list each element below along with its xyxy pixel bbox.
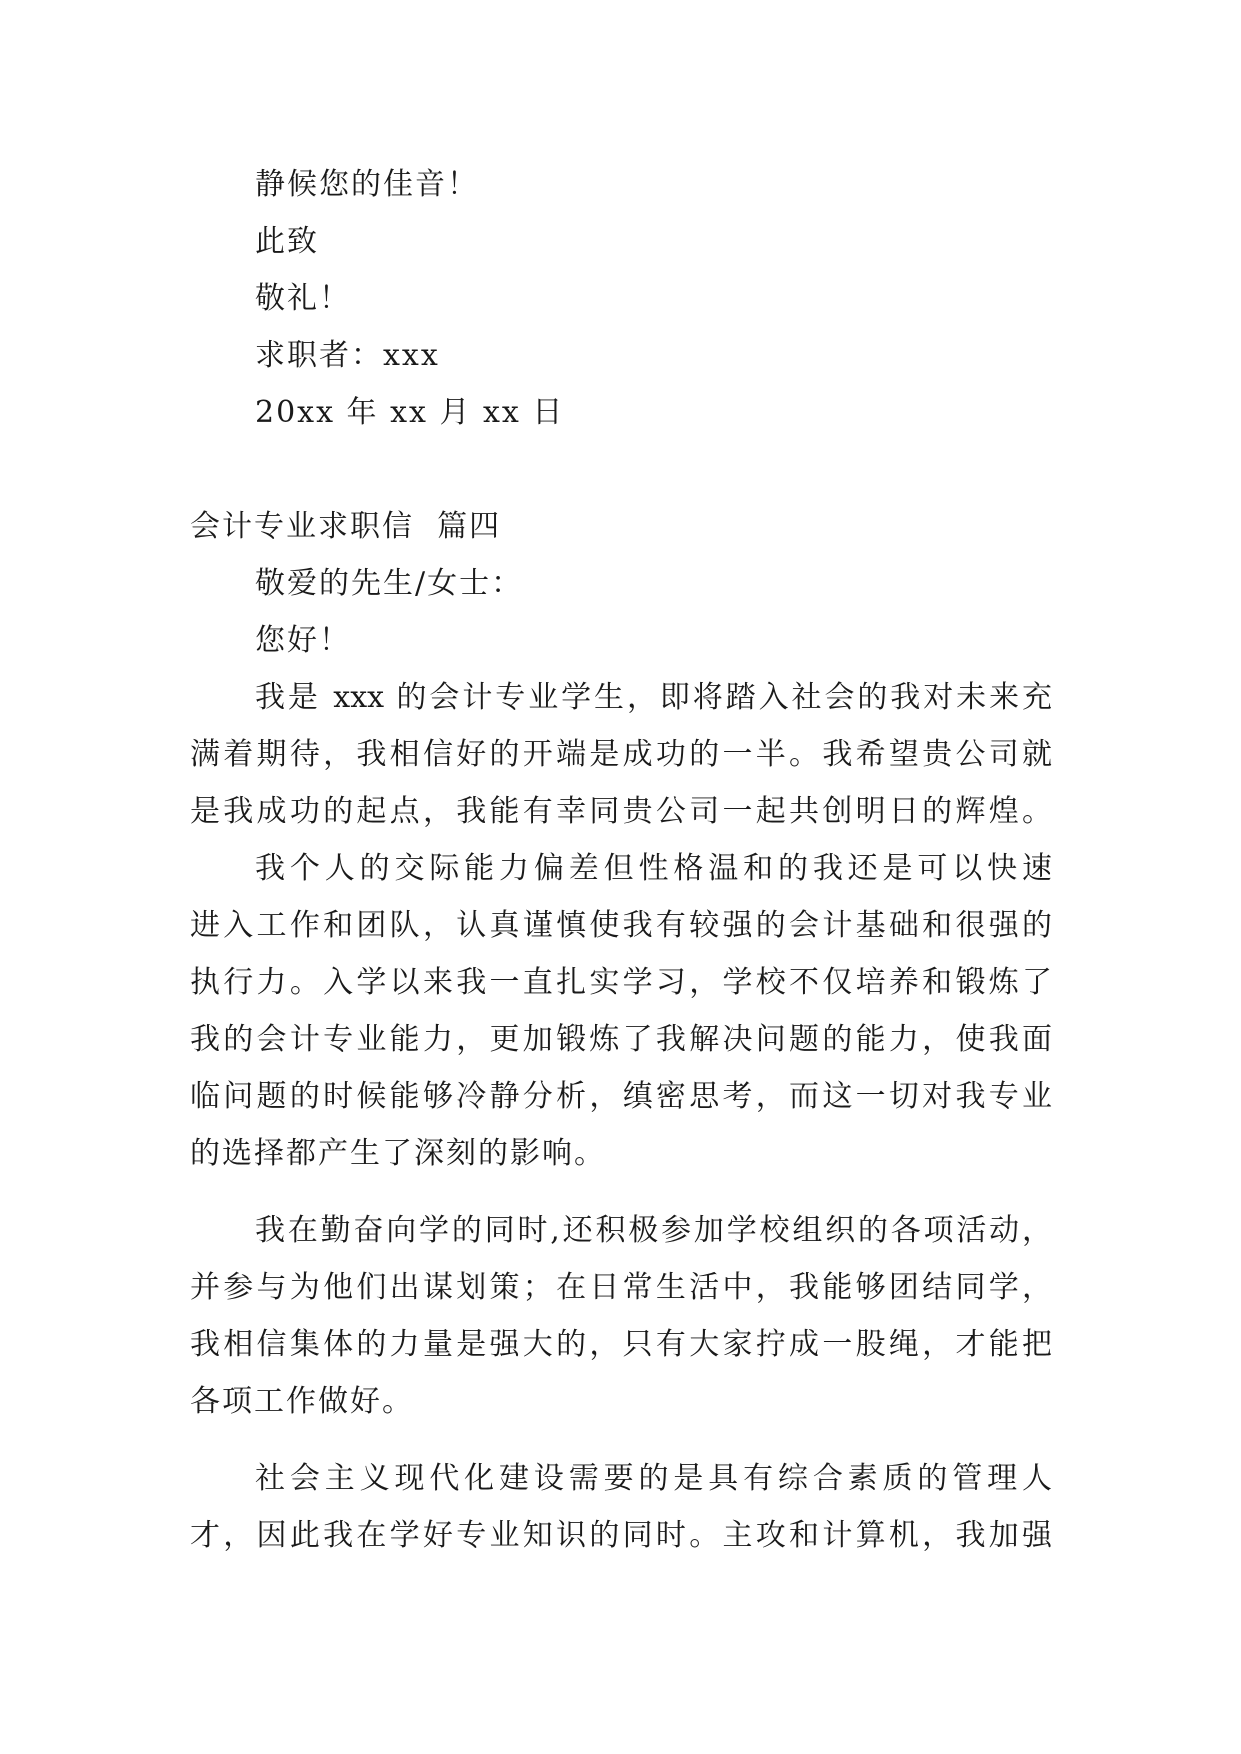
greeting: 您好！ xyxy=(255,623,351,658)
paragraph-2-line-3: 执行力。入学以来我一直扎实学习，学校不仅培养和锻炼了 xyxy=(190,965,1052,1000)
paragraph-4-line-1: 社会主义现代化建设需要的是具有综合素质的管理人 xyxy=(255,1461,1052,1496)
paragraph-2-line-4: 我的会计专业能力，更加锻炼了我解决问题的能力，使我面 xyxy=(190,1022,1052,1057)
salutation: 敬爱的先生/女士： xyxy=(255,566,524,601)
paragraph-3-line-4: 各项工作做好。 xyxy=(190,1384,414,1419)
paragraph-3-line-1: 我在勤奋向学的同时,还积极参加学校组织的各项活动， xyxy=(255,1213,1052,1248)
closing-line-salute: 敬礼！ xyxy=(255,281,351,316)
closing-line-applicant: 求职者：xxx xyxy=(255,338,440,373)
closing-line-regards: 此致 xyxy=(255,224,319,259)
closing-line-await-reply: 静候您的佳音！ xyxy=(255,167,479,202)
paragraph-3-line-3: 我相信集体的力量是强大的，只有大家拧成一股绳，才能把 xyxy=(190,1327,1052,1362)
paragraph-1-line-2: 满着期待，我相信好的开端是成功的一半。我希望贵公司就 xyxy=(190,737,1052,772)
section-heading: 会计专业求职信 篇四 xyxy=(190,509,502,544)
paragraph-3-line-2: 并参与为他们出谋划策；在日常生活中，我能够团结同学， xyxy=(190,1270,1052,1305)
paragraph-2-line-5: 临问题的时候能够冷静分析，缜密思考，而这一切对我专业 xyxy=(190,1079,1052,1114)
closing-line-date: 20xx 年 xx 月 xx 日 xyxy=(255,395,565,430)
paragraph-2-line-6: 的选择都产生了深刻的影响。 xyxy=(190,1136,606,1171)
paragraph-4-line-2: 才，因此我在学好专业知识的同时。主攻和计算机，我加强 xyxy=(190,1518,1052,1553)
paragraph-1-line-3: 是我成功的起点，我能有幸同贵公司一起共创明日的辉煌。 xyxy=(190,794,1052,829)
paragraph-1-line-1: 我是 xxx 的会计专业学生，即将踏入社会的我对未来充 xyxy=(255,680,1052,715)
paragraph-2-line-2: 进入工作和团队，认真谨慎使我有较强的会计基础和很强的 xyxy=(190,908,1052,943)
paragraph-2-line-1: 我个人的交际能力偏差但性格温和的我还是可以快速 xyxy=(255,851,1052,886)
